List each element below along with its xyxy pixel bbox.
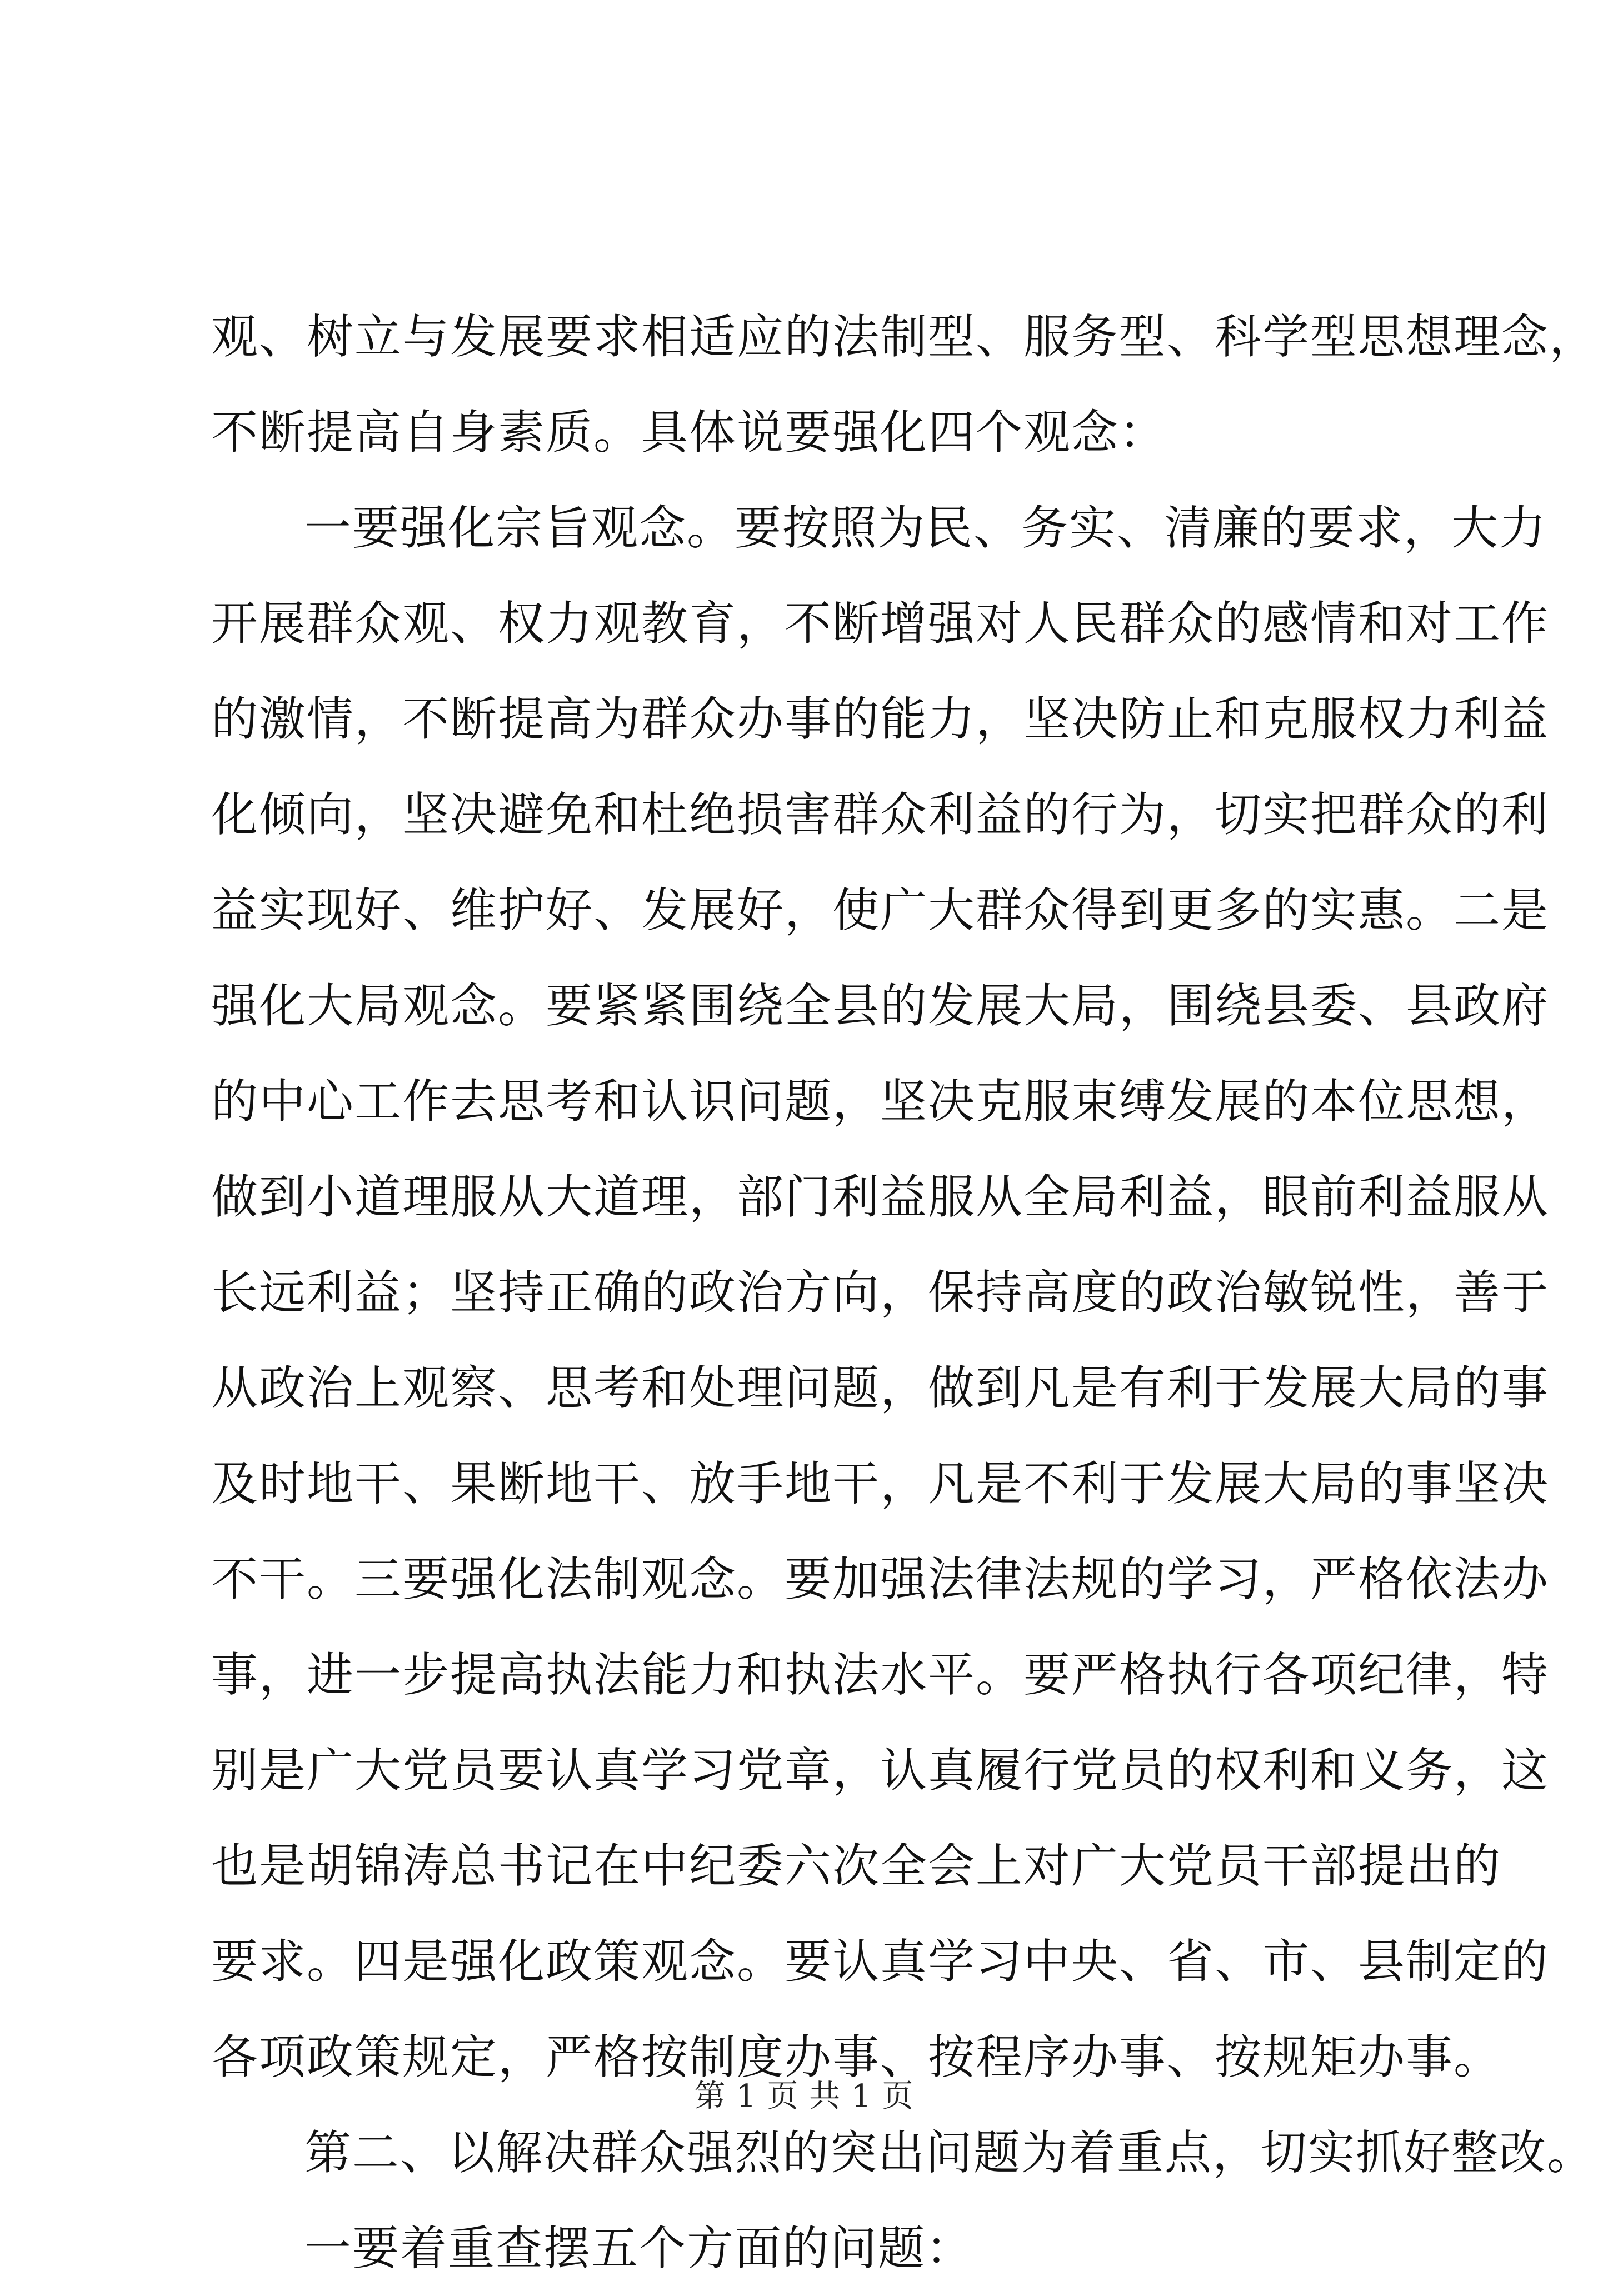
text-line: 观、树立与发展要求相适应的法制型、服务型、科学型思想理念， <box>211 310 1597 364</box>
text-line: 不断提高自身素质。具体说要强化四个观念： <box>211 405 1167 460</box>
text-line: 开展群众观、权力观教育，不断增强对人民群众的感情和对工作 <box>211 596 1550 651</box>
text-line: 各项政策规定，严格按制度办事、按程序办事、按规矩办事。 <box>211 2030 1502 2084</box>
text-line: 做到小道理服从大道理，部门利益服从全局利益，眼前利益服从 <box>211 1170 1550 1224</box>
text-line: 别是广大党员要认真学习党章，认真履行党员的权利和义务，这 <box>211 1743 1550 1798</box>
text-line: 要求。四是强化政策观念。要认真学习中央、省、市、县制定的 <box>211 1934 1550 1989</box>
document-body <box>211 289 1597 2296</box>
text-line: 长远利益；坚持正确的政治方向，保持高度的政治敏锐性，善于 <box>211 1265 1550 1320</box>
text-line: 强化大局观念。要紧紧围绕全县的发展大局，围绕县委、县政府 <box>211 979 1550 1033</box>
text-line: 不干。三要强化法制观念。要加强法律法规的学习，严格依法办 <box>211 1552 1550 1606</box>
text-line: 事，进一步提高执法能力和执法水平。要严格执行各项纪律，特 <box>211 1648 1550 1702</box>
text-line: 一要强化宗旨观念。要按照为民、务实、清廉的要求，大力 <box>304 501 1547 555</box>
text-line: 益实现好、维护好、发展好，使广大群众得到更多的实惠。二是 <box>211 883 1550 937</box>
text-line: 的激情，不断提高为群众办事的能力，坚决防止和克服权力利益 <box>211 692 1550 746</box>
text-line: 的中心工作去思考和认识问题，坚决克服束缚发展的本位思想， <box>211 1074 1550 1129</box>
section-heading-line: 第二、以解决群众强烈的突出问题为着重点，切实抓好整改。 <box>304 2125 1595 2180</box>
text-line: 化倾向，坚决避免和杜绝损害群众利益的行为，切实把群众的利 <box>211 787 1550 842</box>
text-line: 及时地干、果断地干、放手地干，凡是不利于发展大局的事坚决 <box>211 1456 1550 1511</box>
text-line: 也是胡锦涛总书记在中纪委六次全会上对广大党员干部提出的 <box>211 1839 1502 1893</box>
page-number-footer: 第 1 页 共 1 页 <box>694 2078 914 2114</box>
text-line: 一要着重查摆五个方面的问题： <box>304 2221 974 2275</box>
text-line: 从政治上观察、思考和处理问题，做到凡是有利于发展大局的事 <box>211 1361 1550 1415</box>
